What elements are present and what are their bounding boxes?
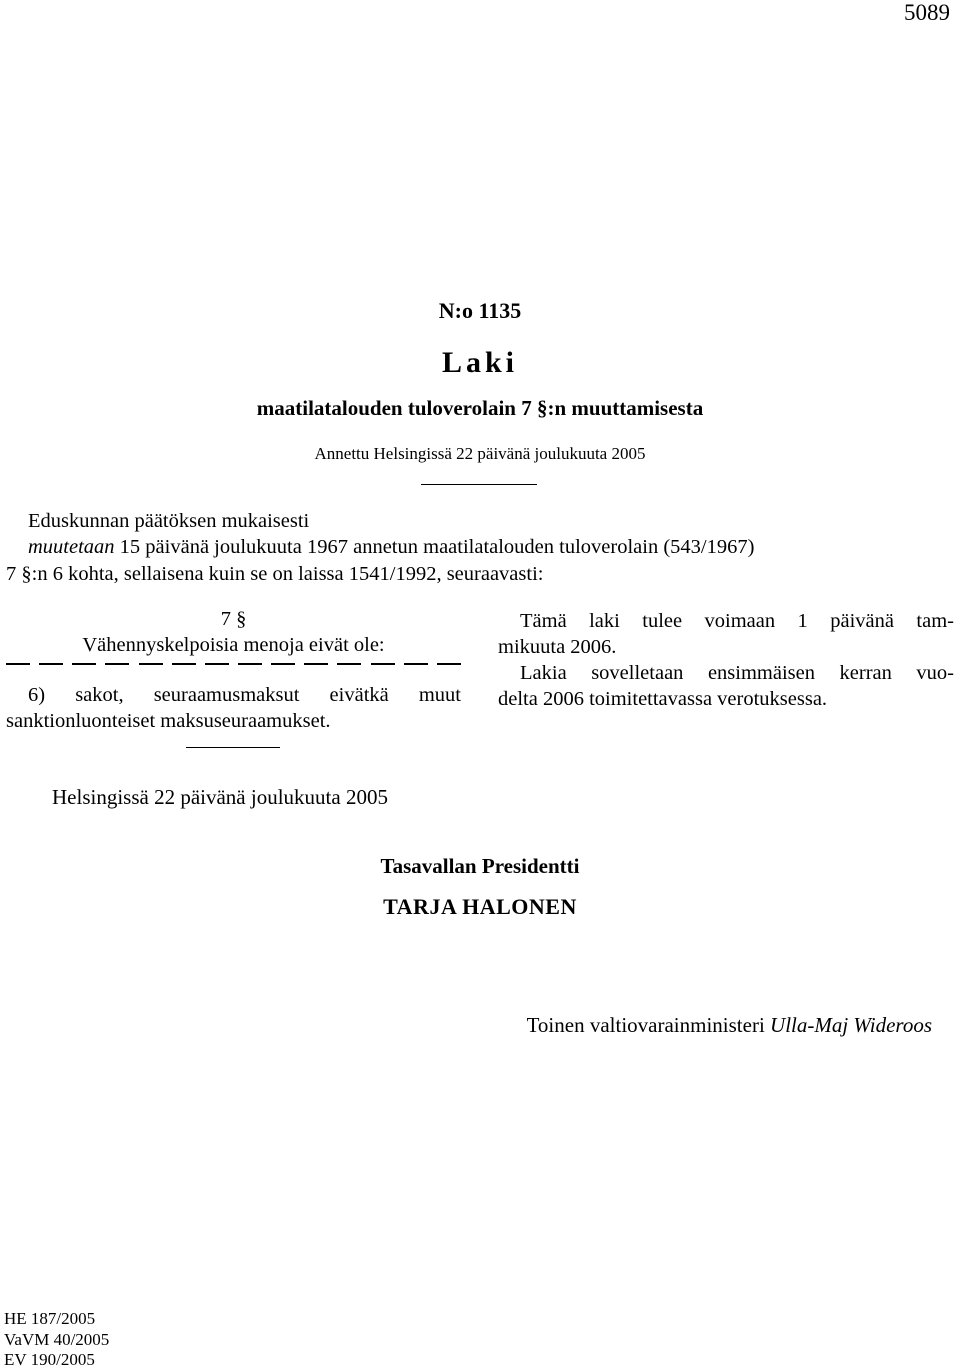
entry-into-force-line-2: mikuuta 2006.: [498, 636, 617, 658]
signing-date: Helsingissä 22 päivänä joulukuuta 2005: [52, 785, 388, 809]
preamble-line-2-text: 15 päivänä joulukuuta 1967 annetun maatilatalouden tuloverolain (543/1967): [114, 536, 755, 558]
preamble-line-2: [28, 536, 754, 559]
section-end-divider: [186, 747, 280, 748]
president-name: TARJA HALONEN: [383, 894, 577, 919]
application-line-2: delta 2006 toimitettavassa verotuksessa.: [498, 688, 828, 710]
act-type-heading: Laki: [441, 346, 519, 379]
application-line-1: Lakia sovelletaan ensimmäisen kerran vuo-: [520, 662, 954, 684]
preamble-line-3: 7 §:n 6 kohta, sellaisena kuin se on laissa 1541/1992, seuraavasti:: [6, 563, 544, 585]
president-title: Tasavallan Presidentti: [380, 854, 580, 878]
given-date: Annettu Helsingissä 22 päivänä joulukuuta 2005: [314, 444, 646, 463]
reference-ev: EV 190/2005: [4, 1350, 95, 1369]
section-subheading: Vähennyskelpoisia menoja eivät ole:: [82, 634, 385, 656]
entry-into-force-line-1: Tämä laki tulee voimaan 1 päivänä tam-: [520, 610, 954, 632]
statute-number: N:o 1135: [438, 298, 522, 323]
reference-he: HE 187/2005: [4, 1309, 96, 1328]
minister-name: Ulla-Maj Wideroos: [770, 1013, 932, 1037]
section-heading: 7 §: [220, 608, 247, 630]
section-item-line-2: sanktionluonteiset maksuseuraamukset.: [6, 710, 331, 732]
header-divider: [421, 484, 537, 485]
preamble-line-1: Eduskunnan päätöksen mukaisesti: [28, 510, 310, 532]
omitted-text-dashes: [6, 663, 461, 665]
minister-signature: [527, 1013, 932, 1038]
page-number: 5089: [904, 0, 950, 25]
minister-title: Toinen valtiovarainministeri: [526, 1013, 765, 1037]
reference-vavm: VaVM 40/2005: [4, 1330, 110, 1349]
preamble-verb: muutetaan: [28, 536, 115, 558]
act-title: maatilatalouden tuloverolain 7 §:n muuttamisesta: [256, 396, 704, 420]
section-item-line-1: 6) sakot, seuraamusmaksut eivätkä muut: [28, 684, 461, 706]
